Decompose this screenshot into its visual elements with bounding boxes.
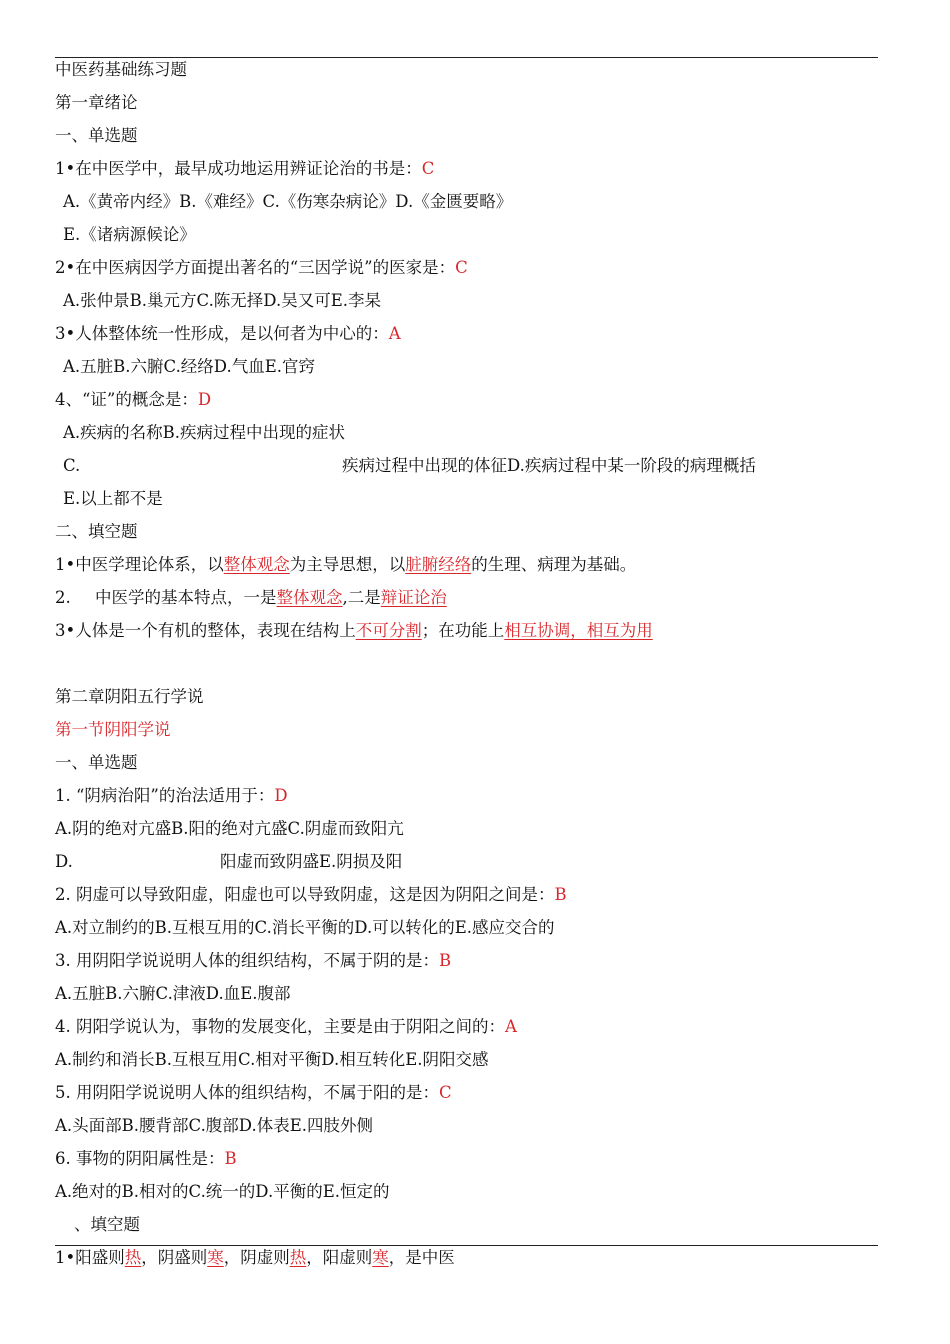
- ch2-q5-options: A.头面部B.腰背部C.腹部D.体表E.四肢外侧: [55, 1116, 373, 1135]
- text: ，阳虚则: [306, 1248, 373, 1267]
- question-text: 4. 阴阳学说认为，事物的发展变化，主要是由于阴阳之间的：: [55, 1017, 505, 1036]
- ch1-q4-options-2: 疾病过程中出现的体征D.疾病过程中某一阶段的病理概括: [342, 456, 756, 475]
- ch1-fill-2: [55, 587, 447, 609]
- ch2-q4-options: A.制约和消长B.互根互用C.相对平衡D.相互转化E.阴阳交感: [55, 1050, 489, 1069]
- number: 2.: [55, 588, 71, 607]
- ch2-section-1-title: 第一节阴阳学说: [55, 720, 171, 739]
- answer: C: [421, 159, 435, 178]
- answer: C: [439, 1083, 452, 1102]
- ch1-q1-options: A.《黄帝内经》B.《难经》C.《伤寒杂病论》D.《金匮要略》: [63, 192, 513, 211]
- ch1-q2: [55, 257, 468, 279]
- ch1-q4-options: A.疾病的名称B.疾病过程中出现的症状: [63, 423, 346, 442]
- ch2-q1-options-2: 阳虚而致阴盛E.阴损及阳: [220, 852, 403, 871]
- ch2-q2: [55, 884, 567, 906]
- text: ，阴虚则: [223, 1248, 290, 1267]
- question-text: 1•在中医学中，最早成功地运用辨证论治的书是：: [55, 159, 422, 178]
- ch1-q1: [55, 158, 434, 180]
- question-text: 3. 用阴阳学说说明人体的组织结构，不属于阴的是：: [55, 951, 439, 970]
- ch1-q4-options-3: E.以上都不是: [63, 489, 163, 508]
- question-text: 4、“证”的概念是：: [55, 390, 198, 409]
- ch2-q5: [55, 1082, 452, 1104]
- text: 中医学的基本特点，一是: [95, 588, 277, 607]
- blank-answer: 热: [124, 1248, 142, 1267]
- chapter-2-title: 第二章阴阳五行学说: [55, 687, 204, 706]
- ch1-fill-heading: 二、填空题: [55, 522, 138, 541]
- blank-answer: 寒: [372, 1248, 389, 1267]
- ch2-q4: [55, 1016, 517, 1038]
- answer: D: [197, 390, 212, 409]
- answer: B: [439, 951, 452, 970]
- ch2-fill-1: [55, 1247, 455, 1269]
- blank-answer: 整体观念: [223, 555, 290, 574]
- answer: B: [224, 1149, 237, 1168]
- text: ,二是: [342, 588, 381, 607]
- answer: B: [554, 885, 567, 904]
- question-text: 2. 阴虚可以导致阳虚，阳虚也可以导致阴虚，这是因为阴阳之间是：: [55, 885, 555, 904]
- ch1-fill-3: [55, 620, 653, 642]
- document-title: 中医药基础练习题: [55, 60, 187, 79]
- blank-answer: 辩证论治: [380, 588, 447, 607]
- ch2-q3-options: A.五脏B.六腑C.津液D.血E.腹部: [55, 984, 291, 1003]
- ch1-single-choice-heading: 一、单选题: [55, 126, 138, 145]
- ch2-q6-options: A.绝对的B.相对的C.统一的D.平衡的E.恒定的: [55, 1182, 390, 1201]
- ch2-q6: [55, 1148, 237, 1170]
- text: ，是中医: [388, 1248, 455, 1267]
- text: 3•人体是一个有机的整体，表现在结构上: [55, 621, 356, 640]
- text: 的生理、病理为基础。: [471, 555, 637, 574]
- bottom-rule: [55, 1245, 878, 1246]
- answer: C: [455, 258, 468, 277]
- text: 1•阳盛则: [55, 1248, 125, 1267]
- ch1-q4: [55, 389, 211, 411]
- question-text: 6. 事物的阴阳属性是：: [55, 1149, 225, 1168]
- chapter-1-title: 第一章绪论: [55, 93, 138, 112]
- ch1-q1-options-2: E.《诸病源候论》: [63, 225, 196, 244]
- blank-answer: 不可分割: [355, 621, 422, 640]
- text: ；在功能上: [421, 621, 505, 640]
- ch1-q3-options: A.五脏B.六腑C.经络D.气血E.官窍: [63, 357, 315, 376]
- ch2-single-choice-heading: 一、单选题: [55, 753, 138, 772]
- blank-answer: 热: [289, 1248, 307, 1267]
- ch1-fill-1: [55, 554, 636, 576]
- blank-answer: 脏腑经络: [405, 555, 472, 574]
- ch1-q3: [55, 323, 401, 345]
- text: 为主导思想，以: [289, 555, 406, 574]
- question-text: 5. 用阴阳学说说明人体的组织结构，不属于阳的是：: [55, 1083, 439, 1102]
- text: ，阴盛则: [141, 1248, 208, 1267]
- blank-answer: 整体观念: [276, 588, 343, 607]
- ch2-q1: [55, 785, 288, 807]
- question-text: 2•在中医病因学方面提出著名的“三因学说”的医家是：: [55, 258, 456, 277]
- ch2-q1-options: A.阴的绝对亢盛B.阳的绝对亢盛C.阴虚而致阳亢: [55, 819, 404, 838]
- ch2-fill-heading: 、填空题: [74, 1215, 140, 1234]
- ch1-q2-options: A.张仲景B.巢元方C.陈无择D.吴又可E.李杲: [63, 291, 381, 310]
- ch2-q3: [55, 950, 451, 972]
- question-text: 3•人体整体统一性形成，是以何者为中心的：: [55, 324, 389, 343]
- answer: A: [505, 1017, 517, 1036]
- blank-answer: 寒: [207, 1248, 224, 1267]
- answer: A: [388, 324, 401, 343]
- text: 1•中医学理论体系，以: [55, 555, 224, 574]
- ch2-q1-option-d-label: D.: [55, 852, 73, 871]
- top-rule: [55, 57, 878, 58]
- ch2-q2-options: A.对立制约的B.互根互用的C.消长平衡的D.可以转化的E.感应交合的: [55, 918, 555, 937]
- answer: D: [274, 786, 288, 805]
- question-text: 1. “阴病治阳”的治法适用于：: [55, 786, 275, 805]
- blank-answer: 相互协调，相互为用: [504, 621, 653, 640]
- ch1-q4-option-c-label: C.: [63, 456, 81, 475]
